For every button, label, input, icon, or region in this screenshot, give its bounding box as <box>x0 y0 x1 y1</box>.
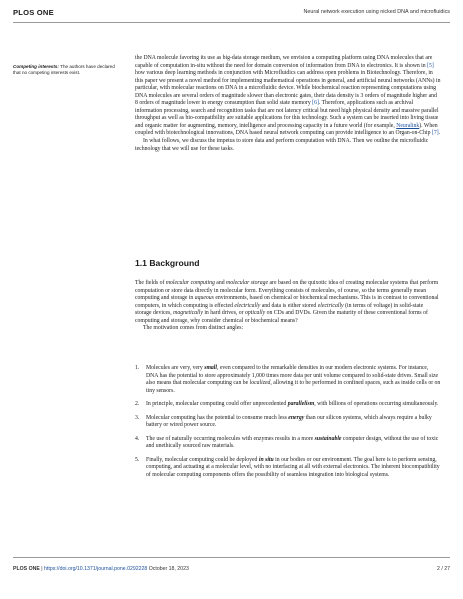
emphasis: aqueous <box>194 295 214 302</box>
text-run: the DNA molecule favoring its use as big-data storage medium, we envision a computing platform using DNA molecules that are capable of computation in-situ without the need for domain conversion of information from DNA to electronics. It is shown in <box>135 55 433 69</box>
doi-link[interactable]: https://doi.org/10.1371/journal.pone.0292228 <box>44 566 148 572</box>
publication-date: October 18, 2023 <box>147 566 189 572</box>
citation-link[interactable]: [5] <box>427 62 434 69</box>
text-run: In principle, molecular computing could offer unprecedented <box>146 401 288 408</box>
text-run: The fields of <box>135 280 166 286</box>
text-run: (in terms of voltage) in solid-state storage devices, <box>135 302 424 317</box>
list-number: 5. <box>135 456 140 463</box>
text-run: . <box>438 130 441 137</box>
emphasis: electrically <box>234 302 261 309</box>
list-item <box>135 365 441 395</box>
intro-text <box>135 55 441 153</box>
text-run: Molecules are very, very <box>146 365 205 371</box>
background-text <box>135 280 441 333</box>
text-run: and <box>214 280 227 286</box>
competing-interests-label: Competing interests: <box>13 64 59 69</box>
emphasis: magnetically <box>173 310 203 317</box>
emphasis: localized <box>249 380 271 387</box>
list-number: 4. <box>135 435 140 442</box>
section-heading: 1.1 Background <box>135 258 200 268</box>
footer-rule <box>13 557 450 558</box>
footer-separator: | <box>39 566 45 572</box>
list-number: 3. <box>135 414 140 421</box>
list-item <box>135 415 441 430</box>
motivation-list <box>135 365 441 486</box>
text-run: , with billions of operations occurring simultaneously. <box>314 401 439 408</box>
background-paragraph-1 <box>135 280 441 325</box>
background-paragraph-2: The motivation comes from distinct angles: <box>143 325 244 332</box>
competing-interests-note <box>13 64 123 76</box>
text-run: on CDs and DVDs. Given the maturity of these conventional forms of computing and storage, why consider chemical or biochemical means? <box>135 310 428 324</box>
emphasis: parallelism <box>287 401 315 408</box>
list-number: 1. <box>135 365 140 371</box>
citation-link[interactable]: [7] <box>431 130 439 137</box>
text-run: Molecular computing has the potential to consume much less <box>146 414 289 421</box>
emphasis: sustainable <box>314 435 342 442</box>
text-run: computer design, without the use of toxic and unethically sourced raw materials. <box>146 435 439 450</box>
text-run: The use of naturally occurring molecules with enzymes results in a more <box>146 435 315 442</box>
text-run: . Therefore, applications such as archival information processing, search and recognition tasks that are not latency critical but need high physical density and massive parallel throughput as well as bio-compatibility are suitable applications for this technology. Such a system can be inserted into living tissue and organic matter for augmenting, memory, intelligence and processing capacity in a future world (for example, <box>135 100 439 129</box>
text-run: in hard drives, or <box>202 310 246 317</box>
text-run: ). When coupled with biotechnological innovations, DNA based neural network computing can provide intelligence to an Organ-on-Chip <box>135 122 438 137</box>
emphasis: molecular computing <box>165 280 215 286</box>
page-number: 2 / 27 <box>437 566 450 572</box>
list-number: 2. <box>135 401 140 408</box>
emphasis: small <box>204 365 217 371</box>
text-run: Finally, molecular computing could be deployed <box>146 456 259 463</box>
text-run: , allowing it to be performed in confined spaces, such as inside cells or on tiny sensors. <box>146 380 441 394</box>
text-run: in our bodies or our environment. The goal here is to perform sensing, computing, and actuating at a molecular level, with no interfacing at all with external electronics. The inherent biocompatibility of molecular computing components offers the possibility of seamless integration into biological systems. <box>146 456 440 479</box>
journal-logo: PLOS ONE <box>13 8 54 17</box>
intro-paragraph-2: In what follows, we discuss the impetus to store data and perform computation with DNA. Then we outline the microfluidic technology that we will use for these tasks. <box>135 138 429 152</box>
text-run: are based on the quixotic idea of creating molecular systems that perform computation or store data directly in molecular form. Everything consists of molecules, of course, so the terms generally mean computing and storage in <box>135 280 439 302</box>
competing-interests-text: The authors have declared that no competing interests exist. <box>13 64 115 76</box>
header-rule <box>13 22 450 23</box>
text-run: and data is either stored <box>260 302 318 309</box>
text-run: than our silicon systems, which always require a bulky battery or wired power source. <box>146 414 432 429</box>
neuralink-link[interactable]: Neuralink <box>396 122 420 129</box>
text-run: , even compared to the remarkable densities in our modern electronic systems. For instance, DNA has the potential to store approximately 1,000 times more data per unit volume compared to solid-state drives. Small size also means that molecular computing can be <box>146 365 439 387</box>
emphasis: molecular storage <box>226 280 269 286</box>
text-run: how various deep learning methods in conjunction with Microfluidics can address open problems in Biotechnology. Therefore, in this paper we present a novel method for implementing mathematical operations in general, and artificial neural networks (ANNs) in particular, with molecular reactions on DNA in a microfluidic device. While biochemical reaction representing computations using DNA molecules are several orders of magnitude slower than electronic gates, their data density is 3 orders of magnitude higher and 8 orders of magnitude lower in energy consumption than solid state memory <box>135 70 441 107</box>
intro-paragraph-1 <box>135 55 441 138</box>
emphasis: electrically <box>317 302 344 309</box>
page-footer <box>13 566 189 572</box>
emphasis: optically <box>245 310 266 317</box>
list-item <box>135 401 441 409</box>
list-item <box>135 436 441 451</box>
emphasis: energy <box>288 414 305 421</box>
list-item <box>135 457 441 480</box>
citation-link[interactable]: [6] <box>312 100 319 107</box>
footer-journal: PLOS ONE <box>13 566 40 572</box>
emphasis: in situ <box>258 456 274 463</box>
running-title: Neural network execution using nicked DNA and microfluidics <box>303 9 450 15</box>
text-run: environments, based on chemical or biochemical mechanisms. This is in contrast to conventional computers, in which computing is effected <box>135 295 439 309</box>
